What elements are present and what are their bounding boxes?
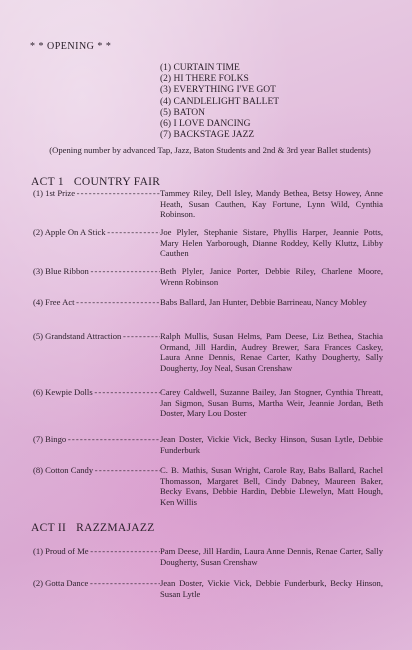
opening-number: (1) CURTAIN TIME [160, 63, 240, 73]
entry-label: (1) 1st Prize - - - [33, 188, 160, 199]
entry-cast: Carey Caldwell, Suzanne Bailey, Jan Stogner, Cynthia Threatt, Jan Sigmon, Susan Burns, Martha Weir, Jeannie Jordan, Beth Doster, Mary Lou Doster [160, 387, 383, 419]
entry-cast: Ralph Mullis, Susan Helms, Pam Deese, Liz Bethea, Stachia Ormand, Jill Hardin, Audrey Brewer, Sara Frances Caskey, Laura Anne Dennis, Renae Carter, Kathy Dougherty, Sally Dougherty, Joy Neal, Susan Crenshaw [160, 331, 383, 373]
entry-cast: Joe Plyler, Stephanie Sistare, Phyllis Harper, Jeannie Potts, Mary Helen Yarborough, Dianne Roddey, Kelly Kluttz, Libby Cauthen [160, 227, 383, 259]
act2-name: RAZZMAJAZZ [76, 522, 155, 534]
entry-cast: Beth Plyler, Janice Porter, Debbie Riley, Charlene Moore, Wrenn Robinson [160, 266, 383, 287]
entry-label: (8) Cotton Candy - - - [33, 465, 160, 476]
act1-label: ACT 1 [31, 176, 64, 188]
entry-cast: Pam Deese, Jill Hardin, Laura Anne Dennis, Renae Carter, Sally Dougherty, Susan Crenshaw [160, 546, 383, 567]
act2-label: ACT II [31, 522, 67, 534]
opening-number: (3) EVERYTHING I'VE GOT [160, 85, 276, 96]
entry-label: (2) Gotta Dance - - - [33, 578, 160, 589]
opening-note: (Opening number by advanced Tap, Jazz, Baton Students and 2nd & 3rd year Ballet students) [49, 145, 371, 155]
opening-number: (4) CANDLELIGHT BALLET [160, 96, 280, 107]
opening-number: (7) BACKSTAGE JAZZ [160, 130, 255, 141]
act1-heading [31, 176, 160, 188]
act2-heading [31, 522, 155, 534]
entry-label: (3) Blue Ribbon - - - [33, 266, 160, 277]
entry-label: (4) Free Act - - - [33, 297, 160, 308]
opening-number: (2) HI THERE FOLKS [160, 74, 249, 85]
opening-number: (6) I LOVE DANCING [160, 119, 251, 130]
act1-name: COUNTRY FAIR [73, 176, 161, 188]
entry-label: (5) Grandstand Attraction - - - [33, 331, 160, 342]
entry-cast: C. B. Mathis, Susan Wright, Carole Ray, Babs Ballard, Rachel Thomasson, Margaret Bell, Cindy Dabney, Maureen Baker, Becky Evans, Debbie Hardin, Debbie Llewelyn, Matt Hough, Ken Willis [160, 465, 383, 507]
entry-label: (7) Bingo - - - [33, 434, 160, 445]
entry-cast: Tammey Riley, Dell Isley, Mandy Bethea, Betsy Howey, Anne Heath, Susan Cauthen, Kay Fortune, Lynn Wild, Cynthia Robinson. [160, 188, 383, 220]
entry-label: (2) Apple On A Stick - - - [33, 227, 160, 238]
opening-number: (5) BATON [160, 107, 205, 118]
entry-cast: Jean Doster, Vickie Vick, Becky Hinson, Susan Lytle, Debbie Funderburk [160, 434, 383, 455]
opening-title: * * OPENING * * [30, 41, 112, 52]
opening-numbers-list [160, 63, 279, 141]
entry-cast: Jean Doster, Vickie Vick, Debbie Funderburk, Becky Hinson, Susan Lytle [160, 578, 383, 599]
entry-label: (1) Proud of Me - - - [33, 546, 160, 557]
entry-label: (6) Kewpie Dolls - - - [33, 387, 160, 398]
entry-cast: Babs Ballard, Jan Hunter, Debbie Barrineau, Nancy Mobley [160, 297, 367, 307]
